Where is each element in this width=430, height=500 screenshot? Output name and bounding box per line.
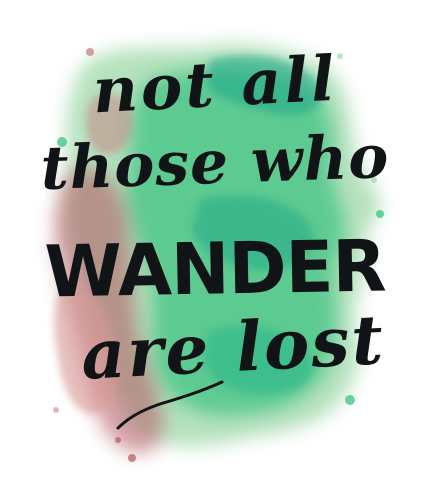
quote-line-1: not all	[90, 41, 340, 128]
quote-line-4: are lost	[79, 300, 387, 396]
quote-line-2: those who	[39, 121, 391, 205]
quote-line-3: WANDER	[43, 224, 387, 314]
swash-tail	[118, 382, 222, 428]
